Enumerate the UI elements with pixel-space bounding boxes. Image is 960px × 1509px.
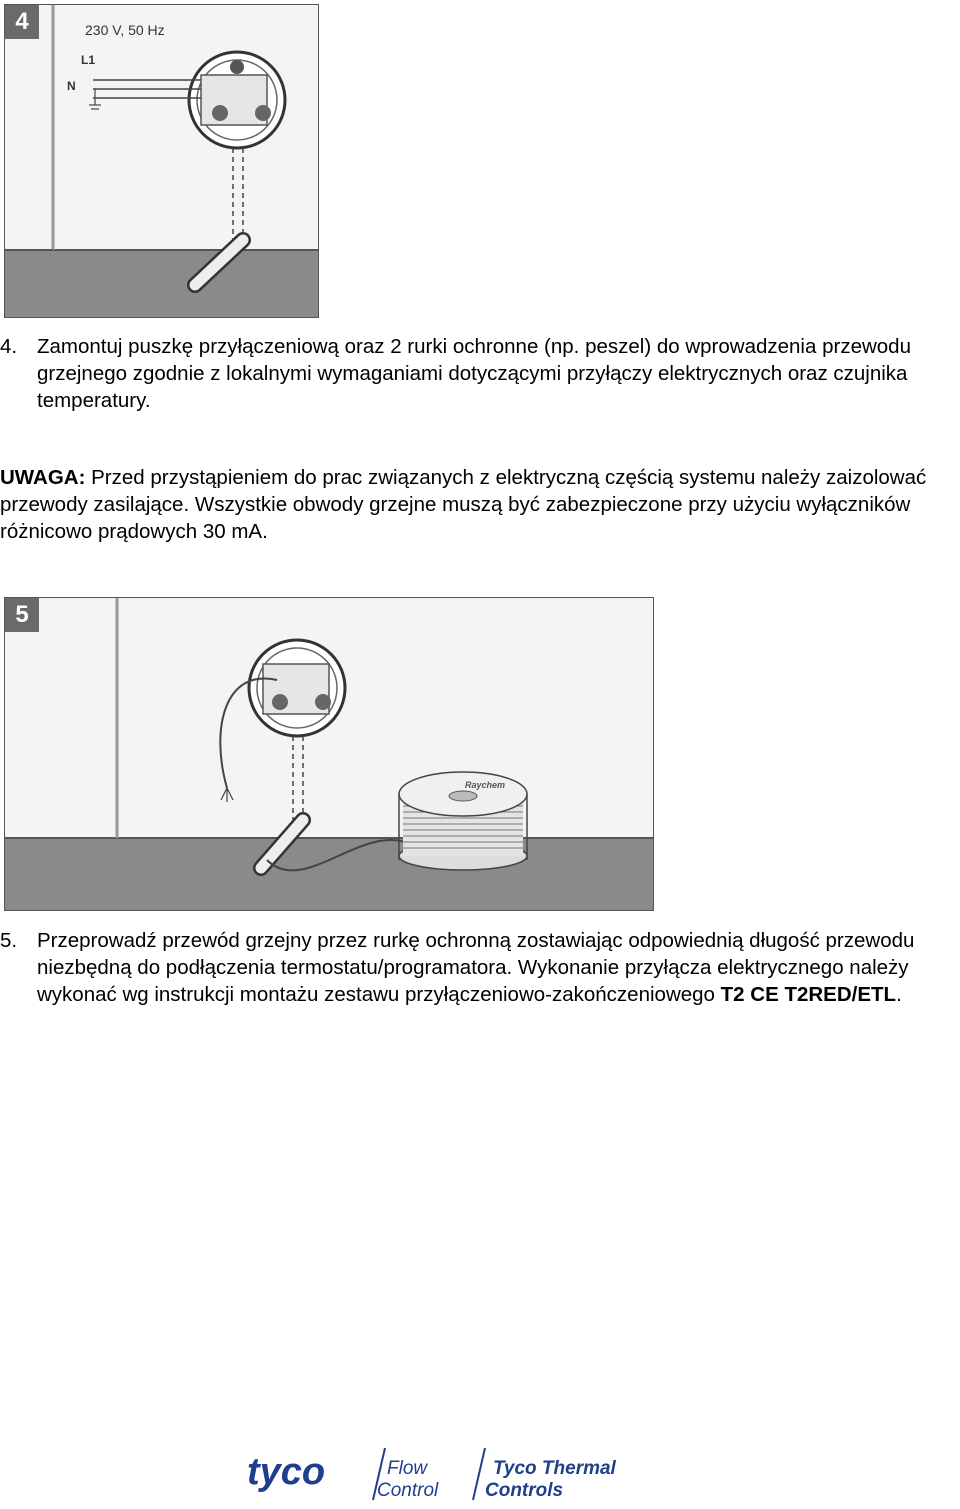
step-5-number: 5. <box>0 929 18 952</box>
figure-4-drawing <box>5 5 318 317</box>
step-5-text <box>37 927 952 1008</box>
step-5 <box>0 927 960 1039</box>
warning-text: Przed przystąpieniem do prac związanych z elektryczną częścią systemu należy zaizolować przewody zasilające. Wszystkie obwody grzejne muszą być zabezpieczone przy użyciu wyłączników różnicowo prądowych 30 mA. <box>0 466 927 543</box>
n-label: N <box>67 79 76 93</box>
flow-control-line1: Flow <box>387 1458 428 1479</box>
warning-note <box>0 464 960 548</box>
footer-logos <box>245 1444 685 1504</box>
tyco-logo-text: tyco <box>247 1451 326 1493</box>
flow-control-line2: Control <box>377 1480 439 1501</box>
figure-4-badge: 4 <box>5 5 39 39</box>
spool-brand-label: Raychem <box>465 780 506 790</box>
figure-5-drawing <box>5 598 653 910</box>
step-4-text: Zamontuj puszkę przyłączeniową oraz 2 rurki ochronne (np. peszel) do wprowadzenia przewodu grzejnego zgodnie z lokalnymi wymaganiami dotyczącymi przyłączy elektrycznych oraz czujnika temperatury. <box>37 335 911 412</box>
step-5-text-main: Przeprowadź przewód grzejny przez rurkę ochronną zostawiając odpowiednią długość przewodu niezbędną do podłączenia termostatu/programatora. Wykonanie przyłącza elektrycznego należy wykonać wg instrukcji montażu zestawu przyłączeniowo-zakończeniowego <box>37 929 915 1006</box>
figure-4-junction-box <box>4 4 319 318</box>
step-4-number: 4. <box>0 335 18 358</box>
figure-5-heating-cable <box>4 597 654 911</box>
step-4 <box>0 333 960 417</box>
figure-5-badge: 5 <box>5 598 39 632</box>
thermal-controls-line2: Controls <box>485 1480 564 1501</box>
floor <box>5 250 318 317</box>
warning-label: UWAGA: <box>0 466 86 489</box>
thermal-controls-line1: Tyco Thermal <box>493 1458 616 1479</box>
voltage-label: 230 V, 50 Hz <box>85 22 165 38</box>
step-5-product-code: T2 CE T2RED/ETL <box>720 983 897 1006</box>
step-5-text-end: . <box>896 983 902 1006</box>
tyco-logos <box>245 1444 685 1504</box>
floor <box>5 838 653 910</box>
l1-label: L1 <box>81 53 96 67</box>
